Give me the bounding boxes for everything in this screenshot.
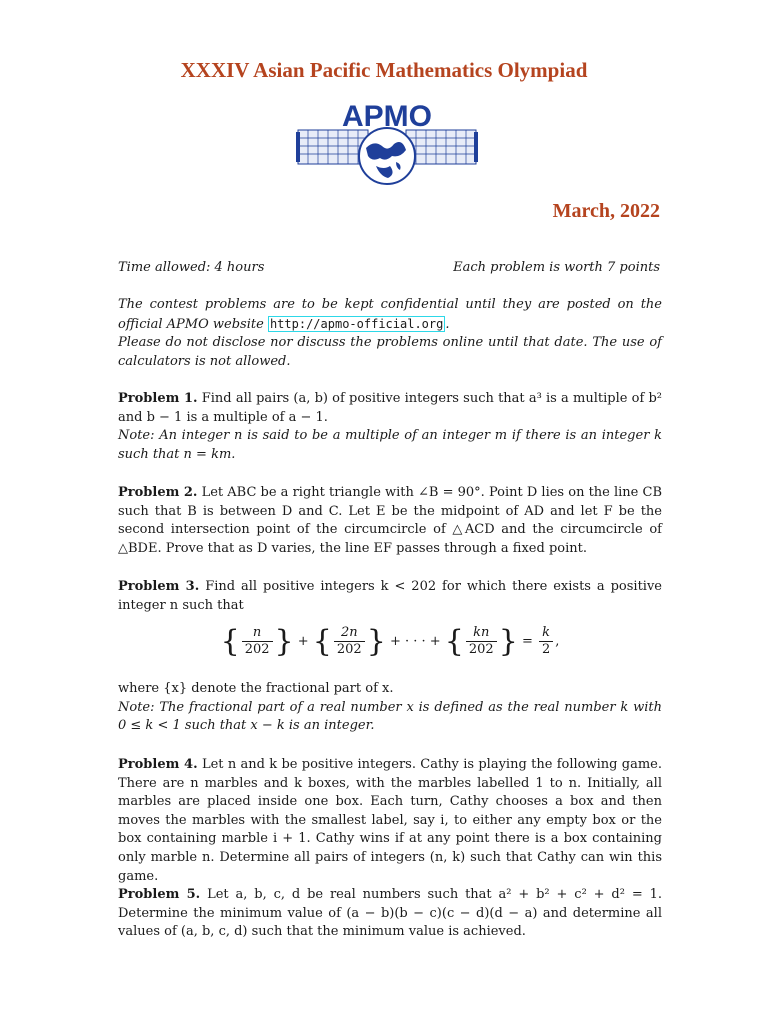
problem-text: Let ABC be a right triangle with ∠B = 90°. Point D lies on the line CB such that B is between D and C. Let E be the midpoint of AD and let F be the second intersection point of the circumcircle of △ACD and the circumcircle of △BDE. Prove that as D varies, the line EF passes through a fixed point.: [118, 485, 663, 556]
frac-3-num: kn: [466, 625, 497, 642]
frac-1-den: 202: [244, 642, 270, 657]
problem-2: [118, 484, 662, 558]
frac-2-num: 2n: [334, 625, 365, 642]
confidentiality-notice: The contest problems are to be kept confidential until they are posted on the official APMO website http://apmo-official.org . Please do not disclose nor discuss the problems online until that date. The use of calculators is not allowed.: [118, 297, 662, 369]
problem-text: Let a, b, c, d be real numbers such that a² + b² + c² + d² = 1. Determine the minimum value of (a − b)(b − c)(c − d)(d − a) and determine all values of (a, b, c, d) such that the minimum value is achieved.: [118, 887, 662, 940]
page-title: XXXIV Asian Pacific Mathematics Olympiad: [180, 58, 588, 82]
problem-text: Find all positive integers k < 202 for which there exists a positive integer n such that: [118, 579, 663, 613]
problem-text: Find all pairs (a, b) of positive integers such that a³ is a multiple of b² and b − 1 is a multiple of a − 1.: [118, 391, 663, 425]
problem-after-text: where {x} denote the fractional part of x.: [118, 681, 394, 696]
frac-2-den: 202: [336, 642, 362, 657]
problem-3: [118, 578, 662, 615]
problem-note: Note: An integer n is said to be a multiple of an integer m if there is an integer k such that n = km.: [118, 428, 662, 462]
problem-label: Problem 3.: [118, 579, 200, 594]
problem-label: Problem 5.: [118, 887, 201, 902]
frac-1-num: n: [242, 625, 273, 642]
problem-note: Note: The fractional part of a real number x is defined as the real number k with 0 ≤ k < 1 such that x − k is an integer.: [118, 699, 662, 734]
problem-text: Let n and k be positive integers. Cathy is playing the following game. There are n marbles and k boxes, with the marbles labelled 1 to n. Initially, all marbles are placed inside one box. Each turn, Cathy chooses a box and then moves the marbles with the smallest label, say i, to either any empty box or the box containing marble i + 1. Cathy wins if at any point there is a box containing only marble n. Determine all pairs of integers (n, k) such that Cathy can win this game.: [118, 757, 662, 884]
logo-text: APMO: [342, 100, 432, 133]
rhs-den: 2: [541, 642, 551, 657]
frac-3-den: 202: [468, 642, 494, 657]
problem-3-continued: [118, 680, 662, 736]
points-info: Each problem is worth 7 points: [453, 260, 660, 275]
rhs-num: k: [539, 625, 553, 642]
apmo-website-link[interactable]: http://apmo-official.org: [269, 316, 444, 331]
exam-date: March, 2022: [552, 200, 660, 222]
formula-dots: + · · · +: [389, 634, 441, 649]
problem-label: Problem 1.: [118, 391, 198, 406]
problem-label: Problem 4.: [118, 757, 198, 772]
problem-label: Problem 2.: [118, 485, 198, 500]
problem-1: [118, 390, 662, 464]
apmo-logo: [296, 96, 478, 188]
notice-text-2: Please do not disclose nor discuss the problems online until that date. The use of calculators is not allowed.: [118, 335, 662, 369]
problem-4: [118, 756, 662, 886]
time-allowed: Time allowed: 4 hours: [118, 260, 265, 275]
problem-3-formula: { $\frac{n}{202}$ } + { $\frac{2n}{202}$ } + · · · + { $\frac{kn}{202}$ } = $\frac{k}{2}$ ,: [220, 624, 560, 659]
problem-5: [118, 886, 662, 942]
notice-text-1: The contest problems are to be kept confidential until they are posted on the official APMO website: [118, 297, 662, 332]
exam-meta: [118, 260, 660, 275]
